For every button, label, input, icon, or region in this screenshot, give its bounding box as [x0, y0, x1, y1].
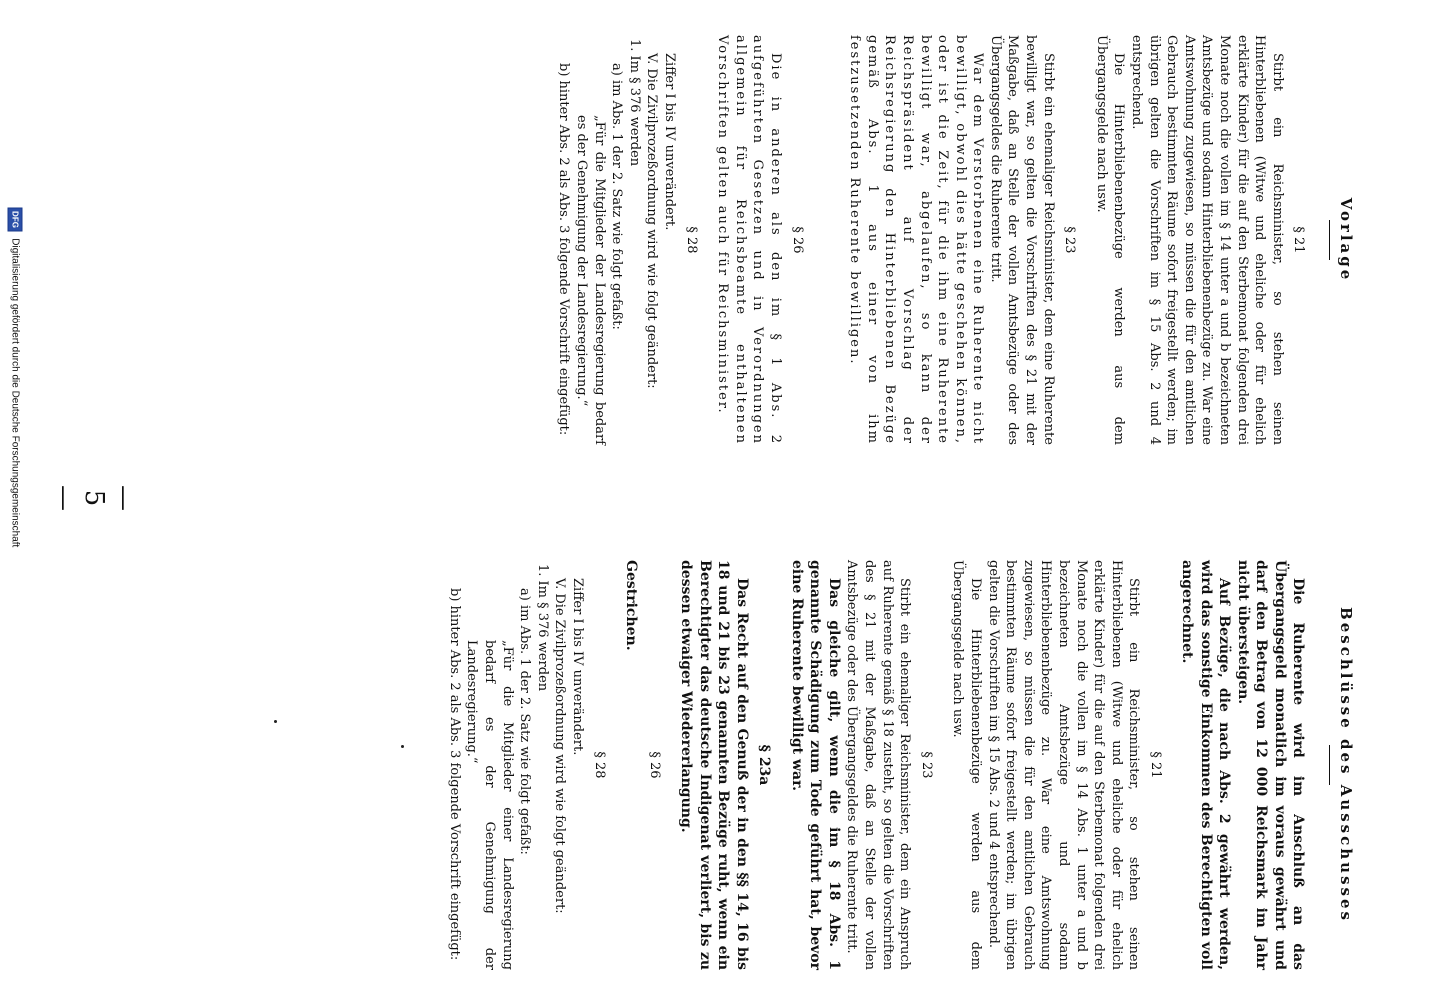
paragraph: Auf Bezüge, die nach Abs. 2 gewährt werden, wird das sonstige Einkommen des Berechtigten voll angerechnet.: [1179, 560, 1233, 970]
section-title: § 28: [591, 751, 607, 779]
section-23: [787, 560, 934, 970]
paragraph: War dem Verstorbenen eine Ruherente nicht bewilligt, obwohl dies hätte geschehen können, oder ist die Zeit, für die ihm eine Ruherente bewilligt war, abgelaufen, so kann der Reichspräsident auf Vorschlag der Reichsregierung den Hinterbliebenen Bezüge gemäß Abs. 1 aus einer von ihm festzusetzenden Ruherente bewilligen.: [847, 35, 986, 445]
section-title: § 23: [918, 751, 934, 779]
section-28: [555, 35, 700, 445]
section-26: [714, 35, 806, 445]
column-heading-vorlage: Vorlage: [1337, 197, 1355, 283]
paragraph: Stirbt ein ehemaliger Reichsminister, dem eine Ruherente bewilligt war, so gelten die Vorschriften des § 21 mit der Maßgabe, daß an Stelle der vollen Amtsbezüge oder des Übergangsgeldes die Ruherente tritt.: [987, 35, 1056, 445]
section-title: § 26: [789, 226, 805, 254]
paragraph: Stirbt ein Reichsminister, so stehen seinen Hinterbliebenen (Witwe und eheliche oder für ehelich erklärte Kinder) für die auf den Sterbemonat folgenden drei Monate noch die vollen im § 14 Abs. 1 unter a und b bezeichneten Amtsbezüge und sodann Hinterbliebenenbezüge zu. War eine Amtswohnung zugewiesen, so müssen die für den amtlichen Gebrauch bestimmten Räume sofort freigestellt werden; im übrigen gelten die Vorschriften im § 15 Abs. 2 und 4 entsprechend.: [985, 560, 1142, 970]
footer-strip: [0, 0, 20, 1000]
list-item: a) im Abs. 1 der 2. Satz wie folgt gefaßt:: [609, 63, 625, 330]
section-23: [846, 35, 1079, 445]
list-item: 1. Im § 376 werden: [534, 564, 550, 692]
section-title: § 21: [1147, 751, 1163, 779]
section-title: § 21: [1291, 226, 1307, 254]
section-title: § 23a: [756, 744, 773, 786]
heading-rule: [1329, 220, 1330, 260]
paragraph: Das gleiche gilt, wenn die im § 18 Abs. 1 genannte Schädigung zum Tode geführt hat, bevor eine Ruherente bewilligt war.: [788, 560, 842, 970]
section-title: § 26: [646, 751, 662, 779]
list-item: a) im Abs. 1 der 2. Satz wie folgt gefaßt:: [517, 588, 533, 855]
list-item: b) hinter Abs. 2 als Abs. 3 folgende Vorschrift eingefügt:: [556, 63, 572, 436]
section-26: [622, 560, 663, 970]
section-intro: [1178, 560, 1308, 970]
scan-speck: [274, 720, 277, 723]
paragraph: Ziffer I bis IV unverändert.: [570, 578, 586, 756]
footer: [8, 208, 23, 1008]
section-21: [949, 560, 1164, 970]
paragraph: V. Die Zivilprozeßordnung wird wie folgt geändert:: [644, 53, 660, 389]
quote: „Für die Mitglieder einer Landesregierung bedarf es der Genehmigung der Landesregierung.“: [464, 640, 515, 970]
paragraph: Stirbt ein Reichsminister, so stehen seinen Hinterbliebenen (Witwe und eheliche oder für ehelich erklärte Kinder) für die auf den Sterbemonat folgenden drei Monate noch die vollen im § 14 unter a und b bezeichneten Amtsbezüge und sodann Hinterbliebenenbezüge zu. War eine Amtswohnung zugewiesen, so müssen die für den amtlichen Gebrauch bestimmten Räume sofort freigestellt werden; im übrigen gelten die Vorschriften im § 15 Abs. 2 und 4 entsprechend.: [1129, 35, 1285, 445]
paragraph: Die Ruherente wird im Anschluß an das Übergangsgeld monatlich im voraus gewährt und darf den Betrag von 12 000 Reichsmark im Jahr nicht übersteigen.: [1234, 560, 1307, 970]
quote: „Für die Mitglieder der Landesregierung bedarf es der Genehmigung der Landesregierung.“: [574, 115, 607, 445]
section-title: § 28: [683, 226, 699, 254]
paragraph: Die Hinterbliebenenbezüge werden aus dem Übergangsgelde nach usw.: [1093, 35, 1127, 445]
list-item: 1. Im § 376 werden: [626, 39, 642, 167]
struck-note: Gestrichen.: [623, 560, 640, 651]
section-23a: [677, 560, 774, 970]
section-28: [445, 560, 607, 970]
paragraph: Das Recht auf den Genuß der in den §§ 14, 16 bis 18 und 21 bis 23 genannten Bezüge ruht, wenn ein Berechtigter das deutsche Indigenat verliert, bis zu dessen etwaiger Wiedererlangung.: [678, 560, 750, 970]
section-title: § 23: [1062, 226, 1078, 254]
page-number: — 5 —: [49, 485, 139, 515]
paragraph: V. Die Zivilprozeßordnung wird wie folgt geändert:: [552, 578, 568, 914]
dfg-logo-icon: DFG: [8, 208, 23, 232]
column-beschluesse: [431, 560, 1354, 970]
paragraph: Stirbt ein ehemaliger Reichsminister, dem ein Anspruch auf Ruherente gemäß § 18 zusteht, so gelten die Vorschriften des § 21 mit der Maßgabe, daß an Stelle der vollen Amtsbezüge oder des Übergangsgeldes die Ruherente tritt.: [844, 560, 913, 970]
section-21: [1092, 35, 1307, 445]
list-item: b) hinter Abs. 2 als Abs. 3 folgende Vorschrift eingefügt:: [446, 588, 462, 961]
paragraph: Die Hinterbliebenenbezüge werden aus dem Übergangsgelde nach usw.: [950, 560, 983, 970]
paragraph: Die in anderen als den im § 1 Abs. 2 aufgeführten Gesetzen und in Verordnungen allgemein für Reichsbeamte enthaltenen Vorschriften gelten auch für Reichsminister.: [715, 35, 783, 445]
column-heading-beschluesse: Beschlüsse des Ausschusses: [1337, 607, 1355, 923]
scan-speck: [401, 745, 404, 748]
heading-rule: [1329, 745, 1330, 785]
footer-text: Digitalisierung gefördert durch die Deutsche Forschungsgemeinschaft: [9, 238, 21, 548]
paragraph: Ziffer I bis IV unverändert.: [662, 53, 677, 231]
column-vorlage: [541, 35, 1354, 445]
